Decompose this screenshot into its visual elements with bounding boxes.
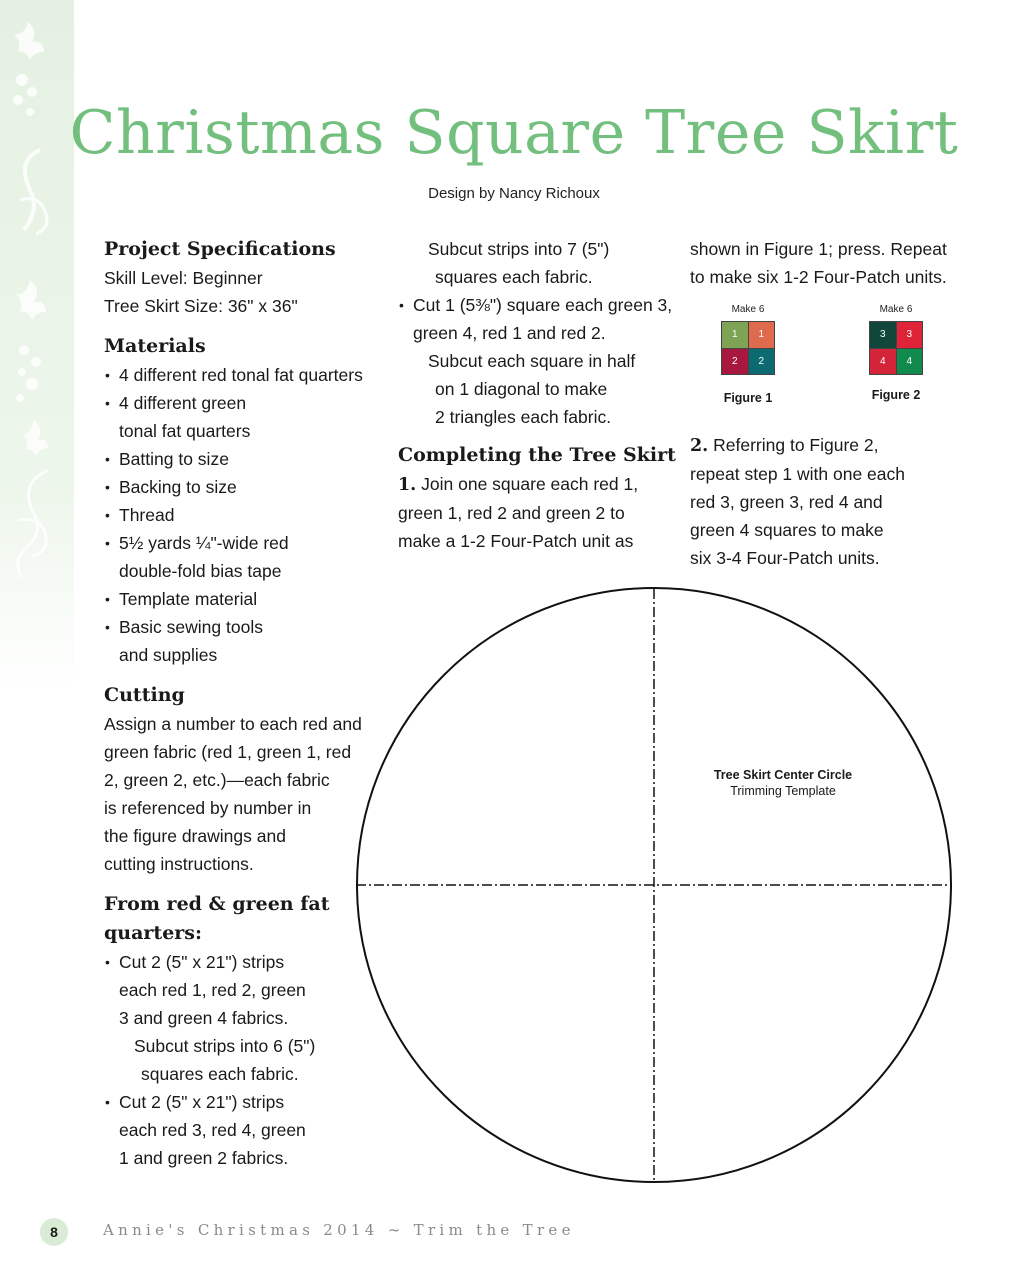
- heading-line: From red & green fat: [104, 893, 330, 915]
- completing-heading: Completing the Tree Skirt: [398, 444, 676, 466]
- subcut-line: Subcut each square in half: [428, 351, 636, 371]
- material-item-cont: tonal fat quarters: [119, 421, 251, 441]
- step-text: green 4 squares to make: [690, 520, 884, 540]
- subcut-line: squares each fabric.: [435, 267, 593, 287]
- page-number: 8: [40, 1218, 68, 1246]
- figure-1: [703, 303, 793, 405]
- material-item: • 5½ yards ¼"-wide red: [104, 529, 384, 557]
- heading-line: quarters:: [104, 922, 203, 944]
- make-count-label: Make 6: [731, 304, 765, 315]
- fat-quarters-heading: [104, 890, 384, 948]
- step-text: Join one square each red 1,: [416, 474, 639, 494]
- step-number: 1.: [398, 475, 417, 495]
- step-1-line: [398, 470, 678, 499]
- step-text: shown in Figure 1; press. Repeat: [690, 239, 947, 259]
- text-line: cutting instructions.: [104, 854, 254, 874]
- step-text: green 1, red 2 and green 2 to: [398, 503, 625, 523]
- subcut-line: Subcut strips into 7 (5"): [428, 239, 610, 259]
- cutting-item-cont: each red 3, red 4, green: [119, 1120, 306, 1140]
- cutting-text: [104, 710, 384, 878]
- cutting-item: • Cut 2 (5" x 21") strips: [104, 948, 384, 976]
- patch-cell: 3: [897, 322, 923, 348]
- subcut-line: on 1 diagonal to make: [435, 379, 608, 399]
- material-item: • Basic sewing tools: [104, 613, 384, 641]
- text-line: the figure drawings and: [104, 826, 286, 846]
- center-circle-template: [350, 583, 960, 1187]
- template-label-subtitle: Trimming Template: [730, 784, 836, 798]
- patch-cell: 2: [722, 349, 748, 375]
- cutting-heading: Cutting: [104, 684, 185, 706]
- material-item-cont: and supplies: [119, 645, 218, 665]
- template-label: [690, 767, 876, 799]
- tree-skirt-size: Tree Skirt Size: 36" x 36": [104, 296, 298, 316]
- material-item: • Batting to size: [104, 445, 384, 473]
- step-text: to make six 1-2 Four-Patch units.: [690, 267, 947, 287]
- step-2-line: [690, 431, 990, 460]
- patch-cell: 4: [897, 349, 923, 375]
- column-2: [398, 235, 678, 555]
- step-text: red 3, green 3, red 4 and: [690, 492, 883, 512]
- text-line: is referenced by number in: [104, 798, 312, 818]
- patch-cell: 2: [749, 349, 775, 375]
- material-item: • Template material: [104, 585, 384, 613]
- column-1: [104, 235, 384, 1172]
- patch-cell: 3: [870, 322, 896, 348]
- page-title: Christmas Square Tree Skirt: [69, 98, 959, 168]
- four-patch-diagram: [721, 321, 775, 375]
- step-text: six 3-4 Four-Patch units.: [690, 548, 880, 568]
- cutting-item-cont: 3 and green 4 fabrics.: [119, 1008, 289, 1028]
- make-count-label: Make 6: [879, 304, 913, 315]
- material-item: • Thread: [104, 501, 384, 529]
- material-item: • 4 different red tonal fat quarters: [104, 361, 384, 389]
- footer-text: Annie's Christmas 2014 ~ Trim the Tree: [103, 1221, 575, 1239]
- text-line: 2, green 2, etc.)—each fabric: [104, 770, 330, 790]
- step-text: repeat step 1 with one each: [690, 464, 906, 484]
- text-line: Assign a number to each red and: [104, 714, 362, 734]
- step-number: 2.: [690, 436, 709, 456]
- materials-heading: Materials: [104, 335, 206, 357]
- subcut-line: Subcut strips into 6 (5"): [134, 1036, 316, 1056]
- material-item: • 4 different green: [104, 389, 384, 417]
- figure-2: [851, 303, 941, 402]
- step-text: make a 1-2 Four-Patch unit as: [398, 531, 634, 551]
- spec-heading: Project Specifications: [104, 238, 336, 260]
- material-item: • Backing to size: [104, 473, 384, 501]
- subcut-line: 2 triangles each fabric.: [435, 407, 612, 427]
- patch-cell: 4: [870, 349, 896, 375]
- subcut-line: squares each fabric.: [141, 1064, 299, 1084]
- four-patch-diagram: [869, 321, 923, 375]
- skill-level: Skill Level: Beginner: [104, 268, 263, 288]
- template-label-title: Tree Skirt Center Circle: [713, 768, 853, 782]
- designer-byline: Design by Nancy Richoux: [428, 185, 600, 202]
- text-line: green fabric (red 1, green 1, red: [104, 742, 352, 762]
- material-item-cont: double-fold bias tape: [119, 561, 282, 581]
- cutting-item-cont: green 4, red 1 and red 2.: [413, 323, 606, 343]
- figure-caption: Figure 1: [723, 391, 773, 405]
- cutting-item: • Cut 1 (5⅜") square each green 3,: [398, 291, 678, 319]
- patch-cell: 1: [722, 322, 748, 348]
- step-text: Referring to Figure 2,: [708, 435, 879, 455]
- cutting-item-cont: each red 1, red 2, green: [119, 980, 306, 1000]
- cutting-item: • Cut 2 (5" x 21") strips: [104, 1088, 384, 1116]
- materials-list: [104, 361, 384, 669]
- cutting-item-cont: 1 and green 2 fabrics.: [119, 1148, 289, 1168]
- patch-cell: 1: [749, 322, 775, 348]
- figure-caption: Figure 2: [871, 388, 921, 402]
